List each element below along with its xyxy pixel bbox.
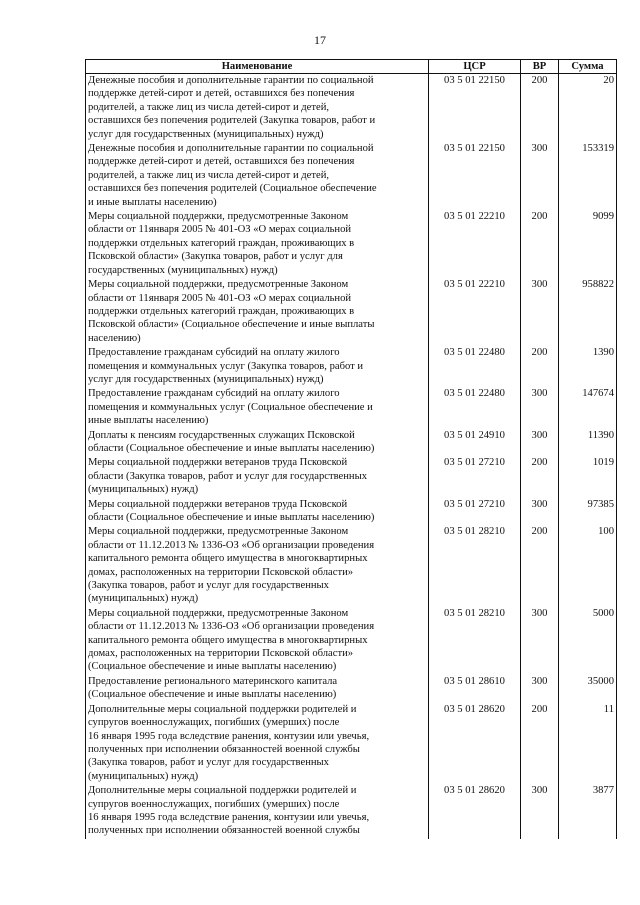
row-name-line: (Социальное обеспечение и иные выплаты населению): [88, 689, 337, 701]
row-name-line: области от 11.12.2013 № 1336-ОЗ «Об организации проведения: [88, 539, 375, 551]
row-name-line: Денежные пособия и дополнительные гарантии по социальной: [88, 143, 374, 155]
header-csr: ЦСР: [429, 60, 521, 74]
row-csr: 03 5 01 22480: [429, 346, 521, 387]
row-name-line: (муниципальных) нужд): [88, 593, 199, 605]
table-row: [86, 498, 617, 526]
row-csr: 03 5 01 22150: [429, 142, 521, 210]
row-name-line: государственных (муниципальных) нужд): [88, 264, 278, 276]
row-csr: 03 5 01 28210: [429, 525, 521, 606]
row-csr: 03 5 01 24910: [429, 429, 521, 457]
row-csr: 03 5 01 28620: [429, 784, 521, 839]
row-name: [86, 525, 429, 606]
row-name-line: области от 11.12.2013 № 1336-ОЗ «Об организации проведения: [88, 621, 375, 633]
table-row: [86, 346, 617, 387]
row-name-line: родителей, а также лиц из числа детей-сирот и детей,: [88, 101, 330, 113]
row-name-line: капитального ремонта общего имущества в многоквартирных: [88, 553, 368, 565]
row-name-line: Предоставление гражданам субсидий на оплату жилого: [88, 347, 340, 359]
table-row: [86, 142, 617, 210]
row-name-line: супругов военнослужащих, погибших (умерших) после: [88, 717, 340, 729]
row-sum: 3877: [559, 784, 617, 839]
budget-table: [85, 59, 617, 839]
row-csr: 03 5 01 22210: [429, 210, 521, 278]
row-name-line: Псковской области» (Социальное обеспечение и иные выплаты: [88, 319, 375, 331]
row-name-line: иные выплаты населению): [88, 415, 209, 427]
header-sum: Сумма: [559, 60, 617, 74]
row-name: [86, 142, 429, 210]
row-name-line: Меры социальной поддержки ветеранов труда Псковской: [88, 498, 348, 510]
row-name-line: Доплаты к пенсиям государственных служащих Псковской: [88, 429, 355, 441]
row-name-line: поддержки отдельных категорий граждан, проживающих в: [88, 305, 355, 317]
row-vr: 300: [521, 784, 559, 839]
table-row: [86, 429, 617, 457]
row-vr: 300: [521, 498, 559, 526]
table-row: [86, 278, 617, 346]
row-name: [86, 498, 429, 526]
row-csr: 03 5 01 28620: [429, 703, 521, 784]
row-csr: 03 5 01 28610: [429, 675, 521, 703]
row-name-line: родителей, а также лиц из числа детей-сирот и детей,: [88, 169, 330, 181]
row-sum: 1390: [559, 346, 617, 387]
row-name-line: Дополнительные меры социальной поддержки родителей и: [88, 703, 357, 715]
row-sum: 100: [559, 525, 617, 606]
row-name-line: и иные выплаты населению): [88, 196, 217, 208]
row-name-line: Меры социальной поддержки, предусмотренные Законом: [88, 607, 349, 619]
row-name-line: Меры социальной поддержки ветеранов труда Псковской: [88, 457, 348, 469]
table-row: [86, 74, 617, 143]
row-name-line: 16 января 1995 года вследствие ранения, контузии или увечья,: [88, 811, 370, 823]
row-name-line: полученных при исполнении обязанностей военной службы: [88, 825, 360, 837]
row-name-line: супругов военнослужащих, погибших (умерших) после: [88, 798, 340, 810]
row-sum: 5000: [559, 607, 617, 675]
row-vr: 300: [521, 142, 559, 210]
table-body: [86, 74, 617, 839]
row-name-line: помещения и коммунальных услуг (Социальное обеспечение и: [88, 401, 373, 413]
row-csr: 03 5 01 22150: [429, 74, 521, 143]
row-name: [86, 429, 429, 457]
row-sum: 9099: [559, 210, 617, 278]
row-name-line: Меры социальной поддержки, предусмотренные Законом: [88, 211, 349, 223]
row-name-line: поддержке детей-сирот и детей, оставшихся без попечения: [88, 156, 355, 168]
row-name-line: 16 января 1995 года вследствие ранения, контузии или увечья,: [88, 730, 370, 742]
row-name-line: полученных при исполнении обязанностей военной службы: [88, 743, 360, 755]
row-name: [86, 607, 429, 675]
row-csr: 03 5 01 28210: [429, 607, 521, 675]
table-row: [86, 607, 617, 675]
row-name-line: Дополнительные меры социальной поддержки родителей и: [88, 785, 357, 797]
row-vr: 200: [521, 525, 559, 606]
row-name: [86, 346, 429, 387]
row-name: [86, 703, 429, 784]
row-sum: 35000: [559, 675, 617, 703]
row-name-line: области (Закупка товаров, работ и услуг для государственных: [88, 470, 368, 482]
row-sum: 11390: [559, 429, 617, 457]
row-name-line: населению): [88, 332, 141, 344]
row-name-line: услуг для государственных (муниципальных) нужд): [88, 128, 324, 140]
row-name-line: капитального ремонта общего имущества в многоквартирных: [88, 634, 368, 646]
table-row: [86, 456, 617, 497]
table-row: [86, 703, 617, 784]
row-name-line: (муниципальных) нужд): [88, 484, 199, 496]
table-row: [86, 387, 617, 428]
row-name-line: услуг для государственных (муниципальных) нужд): [88, 373, 324, 385]
row-csr: 03 5 01 22480: [429, 387, 521, 428]
table-row: [86, 525, 617, 606]
row-sum: 11: [559, 703, 617, 784]
row-vr: 300: [521, 387, 559, 428]
row-csr: 03 5 01 27210: [429, 456, 521, 497]
row-vr: 300: [521, 429, 559, 457]
row-csr: 03 5 01 27210: [429, 498, 521, 526]
row-name-line: оставшихся без попечения родителей (Закупка товаров, работ и: [88, 115, 376, 127]
row-name: [86, 456, 429, 497]
row-vr: 300: [521, 278, 559, 346]
header-name: Наименование: [86, 60, 429, 74]
row-name-line: Предоставление регионального материнского капитала: [88, 675, 338, 687]
table-row: [86, 784, 617, 839]
row-vr: 200: [521, 703, 559, 784]
header-vr: ВР: [521, 60, 559, 74]
table-header-row: [86, 60, 617, 74]
row-name-line: помещения и коммунальных услуг (Закупка товаров, работ и: [88, 360, 364, 372]
row-name: [86, 278, 429, 346]
page-number: 17: [314, 33, 326, 47]
row-sum: 20: [559, 74, 617, 143]
row-vr: 200: [521, 210, 559, 278]
row-name-line: области (Социальное обеспечение и иные выплаты населению): [88, 512, 375, 523]
row-name-line: Псковской области» (Закупка товаров, работ и услуг для: [88, 251, 343, 263]
row-name-line: области (Социальное обеспечение и иные выплаты населению): [88, 442, 375, 454]
row-name-line: области от 11января 2005 № 401-ОЗ «О мерах социальной: [88, 292, 352, 304]
table-row: [86, 210, 617, 278]
row-vr: 200: [521, 346, 559, 387]
row-name-line: оставшихся без попечения родителей (Социальное обеспечение: [88, 183, 377, 195]
row-name-line: (Закупка товаров, работ и услуг для государственных: [88, 757, 329, 769]
row-name-line: Предоставление гражданам субсидий на оплату жилого: [88, 388, 340, 400]
row-name: [86, 675, 429, 703]
row-name-line: области от 11января 2005 № 401-ОЗ «О мерах социальной: [88, 224, 352, 236]
row-name-line: Меры социальной поддержки, предусмотренные Законом: [88, 279, 349, 291]
row-name-line: (муниципальных) нужд): [88, 770, 199, 782]
row-name-line: Денежные пособия и дополнительные гарантии по социальной: [88, 75, 374, 86]
row-name: [86, 210, 429, 278]
row-csr: 03 5 01 22210: [429, 278, 521, 346]
row-vr: 200: [521, 74, 559, 143]
row-vr: 300: [521, 607, 559, 675]
row-name-line: (Социальное обеспечение и иные выплаты населению): [88, 661, 337, 673]
row-name-line: (Закупка товаров, работ и услуг для государственных: [88, 580, 329, 592]
row-sum: 147674: [559, 387, 617, 428]
row-name-line: поддержки отдельных категорий граждан, проживающих в: [88, 237, 355, 249]
table-row: [86, 675, 617, 703]
row-name-line: поддержке детей-сирот и детей, оставшихся без попечения: [88, 88, 355, 100]
row-sum: 1019: [559, 456, 617, 497]
row-name: [86, 784, 429, 839]
row-name-line: Меры социальной поддержки, предусмотренные Законом: [88, 526, 349, 538]
row-name: [86, 387, 429, 428]
row-name: [86, 74, 429, 143]
row-name-line: домах, расположенных на территории Псковской области»: [88, 566, 354, 578]
row-sum: 958822: [559, 278, 617, 346]
row-sum: 97385: [559, 498, 617, 526]
row-vr: 300: [521, 675, 559, 703]
row-vr: 200: [521, 456, 559, 497]
row-sum: 153319: [559, 142, 617, 210]
row-name-line: домах, расположенных на территории Псковской области»: [88, 648, 354, 660]
